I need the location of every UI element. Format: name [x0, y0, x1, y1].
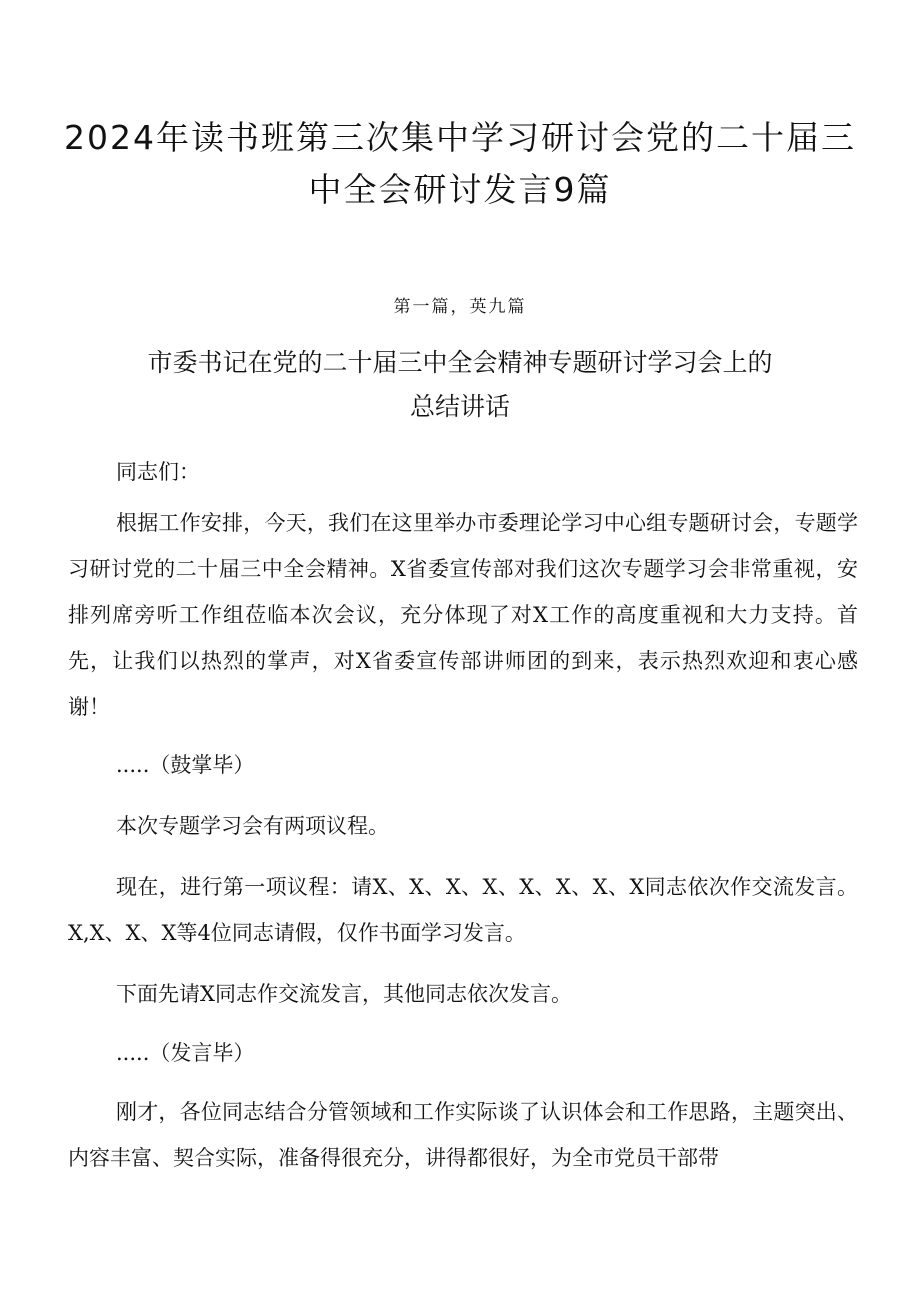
speech-title-line-2: 总结讲话	[409, 392, 510, 421]
review-paragraph: 刚才，各位同志结合分管领域和工作实际谈了认识体会和工作思路，主题突出、内容丰富、契合实际，准备得很充分，讲得都很好，为全市党员干部带	[68, 1100, 858, 1170]
document-title-line-2: 中全会研讨发言9篇	[308, 170, 612, 209]
document-title-line-1: 2024年读书班第三次集中学习研讨会党的二十届三	[64, 118, 856, 157]
intro-paragraph: 根据工作安排，今天，我们在这里举办市委理论学习中心组专题研讨会，专题学习研讨党的二十届三中全会精神。X省委宣传部对我们这次专题学习会非常重视，安排列席旁听工作组莅临本次会议，充分体现了对X工作的高度重视和大力支持。首先，让我们以热烈的掌声，对X省委宣传部讲师团的到来，表示热烈欢迎和衷心感谢！	[68, 511, 858, 719]
document-title	[60, 112, 860, 216]
first-agenda-item-paragraph: 现在，进行第一项议程：请X、X、X、X、X、X、X、X同志依次作交流发言。X,X、X、X等4位同志请假，仅作书面学习发言。	[68, 875, 858, 945]
speeches-done-note: .....（发言毕）	[116, 1041, 255, 1065]
speech-title	[100, 341, 820, 429]
invite-speaker-paragraph: 下面先请X同志作交流发言，其他同志依次发言。	[116, 982, 572, 1006]
applause-note: .....（鼓掌毕）	[116, 753, 255, 777]
agenda-paragraph: 本次专题学习会有两项议程。	[116, 814, 389, 838]
speech-title-line-1: 市委书记在党的二十届三中全会精神专题研讨学习会上的	[147, 348, 773, 377]
section-label: 第一篇，英九篇	[393, 297, 527, 317]
greeting-paragraph: 同志们：	[116, 460, 200, 484]
